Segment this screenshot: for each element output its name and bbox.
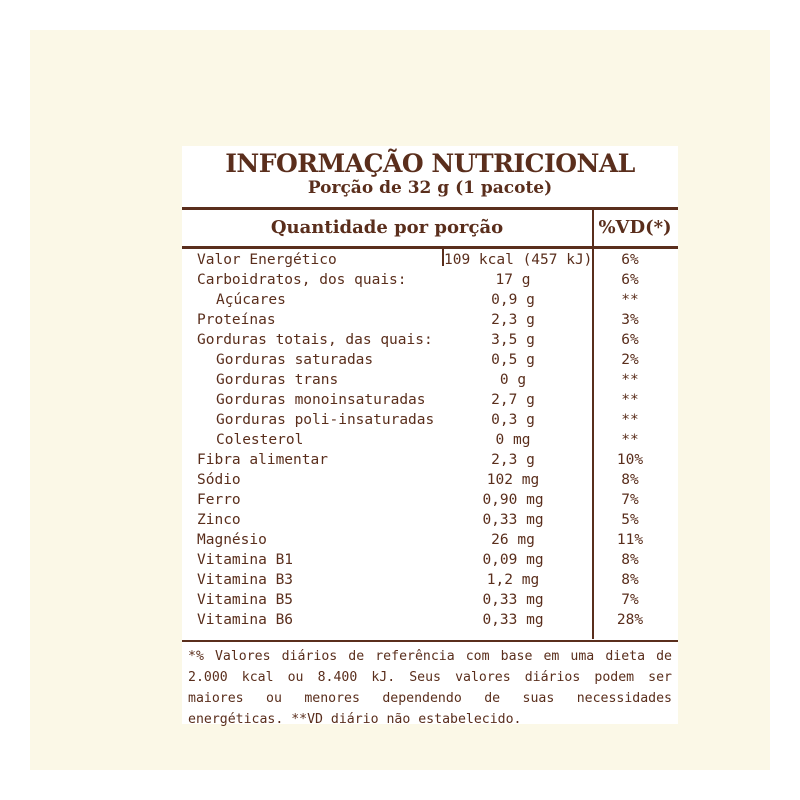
nutrient-daily-value: ** xyxy=(621,292,639,308)
footnote-text: *% Valores diários de referência com base em uma dieta de 2.000 kcal ou 8.400 kJ. Seus valores diários podem ser maiores ou menores dependendo de suas necessidades energéticas. **VD diário não estabelecido. xyxy=(188,649,672,727)
nutrient-daily-value: 8% xyxy=(621,572,639,588)
column-header-divider xyxy=(592,210,594,246)
nutrient-name: Sódio xyxy=(197,472,241,488)
nutrient-quantity: 102 mg xyxy=(486,472,540,488)
footnote-divider xyxy=(182,640,678,642)
nutrient-daily-value: ** xyxy=(621,432,639,448)
nutrient-daily-value: 6% xyxy=(621,332,639,348)
nutrient-name: Ferro xyxy=(197,492,241,508)
label-header xyxy=(182,146,678,206)
nutrient-daily-value: 6% xyxy=(621,252,639,268)
nutrient-quantity: 0 g xyxy=(499,372,527,388)
nutrient-quantity: 3,5 g xyxy=(491,332,535,348)
nutrient-quantity: 0,90 mg xyxy=(482,492,544,508)
nutrient-name: Gorduras monoinsaturadas xyxy=(216,392,426,408)
nutrient-row xyxy=(182,470,678,490)
nutrient-daily-value: ** xyxy=(621,412,639,428)
nutrient-name: Gorduras trans xyxy=(216,372,339,388)
nutrient-row xyxy=(182,510,678,530)
footnote xyxy=(182,646,678,730)
nutrient-row xyxy=(182,450,678,470)
nutrient-name: Açúcares xyxy=(216,292,286,308)
background-panel xyxy=(30,30,770,770)
nutrient-quantity: 0,09 mg xyxy=(482,552,544,568)
nutrient-row xyxy=(182,350,678,370)
nutrient-quantity: 0 mg xyxy=(495,432,531,448)
nutrient-row xyxy=(182,570,678,590)
column-header-quantity: Quantidade por porção xyxy=(270,217,504,238)
nutrient-row xyxy=(182,330,678,350)
nutrient-quantity: 2,7 g xyxy=(491,392,535,408)
nutrient-row xyxy=(182,270,678,290)
nutrient-name: Carboidratos, dos quais: xyxy=(197,272,407,288)
nutrient-row xyxy=(182,410,678,430)
nutrient-name: Vitamina B6 xyxy=(197,612,294,628)
nutrient-name: Proteínas xyxy=(197,312,276,328)
nutrient-row xyxy=(182,590,678,610)
nutrient-daily-value: 11% xyxy=(616,532,644,548)
nutrient-name: Vitamina B5 xyxy=(197,592,294,608)
nutrient-name: Valor Energético xyxy=(197,252,337,268)
nutrient-quantity: 1,2 mg xyxy=(486,572,540,588)
nutrient-row xyxy=(182,430,678,450)
nutrient-daily-value: 10% xyxy=(616,452,644,468)
label-title: INFORMAÇÃO NUTRICIONAL xyxy=(225,149,635,178)
nutrient-name: Vitamina B1 xyxy=(197,552,294,568)
nutrient-name: Vitamina B3 xyxy=(197,572,294,588)
nutrient-name: Magnésio xyxy=(197,532,267,548)
nutrient-quantity: 17 g xyxy=(495,272,531,288)
column-header-rule xyxy=(182,246,678,249)
nutrient-daily-value: 2% xyxy=(621,352,639,368)
nutrient-daily-value: 6% xyxy=(621,272,639,288)
nutrient-quantity: 109 kcal (457 kJ) xyxy=(444,252,593,268)
column-header-vd: %VD(*) xyxy=(598,217,672,238)
nutrient-quantity: 2,3 g xyxy=(491,452,535,468)
nutrient-quantity: 0,33 mg xyxy=(482,612,544,628)
portion-size: Porção de 32 g (1 pacote) xyxy=(307,178,553,198)
nutrient-row xyxy=(182,290,678,310)
nutrient-row xyxy=(182,550,678,570)
nutrient-daily-value: 7% xyxy=(621,592,639,608)
nutrient-name: Gorduras saturadas xyxy=(216,352,374,368)
nutrition-facts-label xyxy=(182,146,678,727)
nutrient-row xyxy=(182,370,678,390)
nutrient-row xyxy=(182,610,678,630)
nutrient-daily-value: 7% xyxy=(621,492,639,508)
nutrient-quantity: 26 mg xyxy=(491,532,535,548)
nutrient-daily-value: ** xyxy=(621,372,639,388)
nutrient-daily-value: 8% xyxy=(621,552,639,568)
nutrient-quantity: 0,33 mg xyxy=(482,592,544,608)
nutrient-name: Gorduras poli-insaturadas xyxy=(216,412,435,428)
nutrient-row xyxy=(182,490,678,510)
nutrient-quantity: 0,9 g xyxy=(491,292,535,308)
nutrient-daily-value: 8% xyxy=(621,472,639,488)
nutrient-name: Gorduras totais, das quais: xyxy=(197,332,433,348)
nutrient-row xyxy=(182,310,678,330)
nutrient-daily-value: ** xyxy=(621,392,639,408)
nutrient-quantity: 0,3 g xyxy=(491,412,535,428)
nutrient-quantity: 0,5 g xyxy=(491,352,535,368)
nutrient-quantity: 0,33 mg xyxy=(482,512,544,528)
nutrient-name: Fibra alimentar xyxy=(197,452,328,468)
nutrient-row xyxy=(182,390,678,410)
nutrient-name: Zinco xyxy=(197,512,241,528)
nutrient-daily-value: 28% xyxy=(616,612,644,628)
nutrient-row xyxy=(182,250,678,270)
nutrient-quantity: 2,3 g xyxy=(491,312,535,328)
nutrient-daily-value: 5% xyxy=(621,512,639,528)
nutrient-name: Colesterol xyxy=(216,432,304,448)
nutrient-daily-value: 3% xyxy=(621,312,639,328)
nutrient-row xyxy=(182,530,678,550)
